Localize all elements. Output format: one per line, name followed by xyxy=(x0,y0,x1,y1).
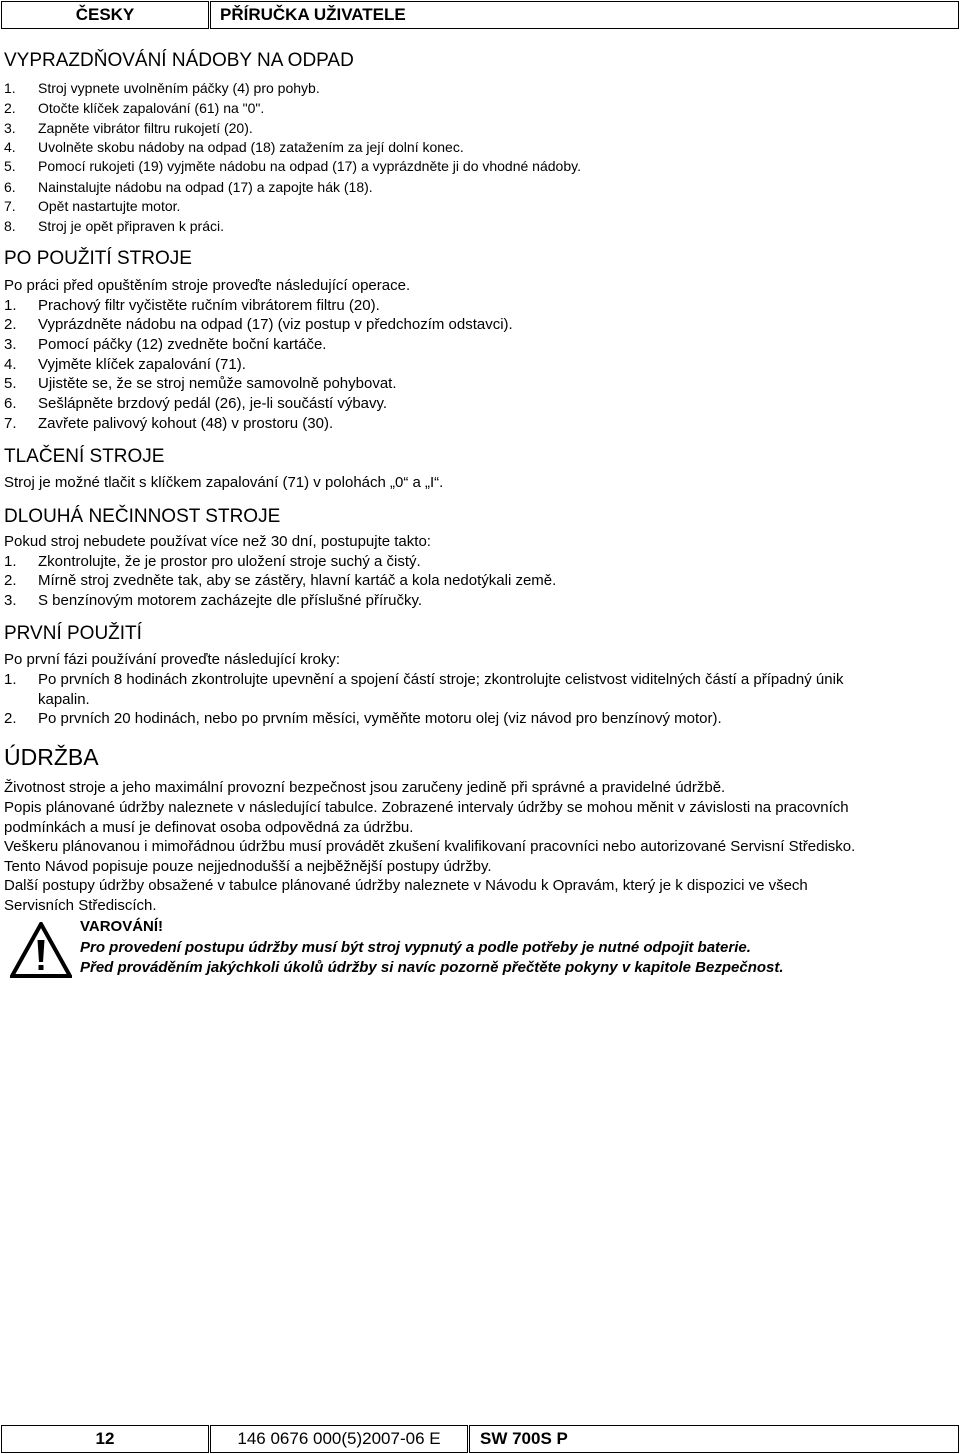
step-text: Prachový filtr vyčistěte ručním vibrátorem filtru (20). xyxy=(38,297,380,314)
step-number: 6. xyxy=(4,179,16,195)
step-number: 2. xyxy=(4,100,16,116)
step-text: Uvolněte skobu nádoby na odpad (18) zatažením za její dolní konec. xyxy=(38,139,464,155)
heading-pushing: TLAČENÍ STROJE xyxy=(4,446,165,467)
step-text: Zavřete palivový kohout (48) v prostoru (30). xyxy=(38,415,334,432)
step-text: Stroj je opět připraven k práci. xyxy=(38,218,224,234)
step-text: Zapněte vibrátor filtru rukojetí (20). xyxy=(38,120,253,136)
step-number: 2. xyxy=(4,572,17,589)
maintenance-line: Veškeru plánovanou i mimořádnou údržbu musí provádět zkušení kvalifikovaní pracovníci nebo autorizované Servisní Středisko. xyxy=(4,838,856,855)
step-text: Otočte klíček zapalování (61) na "0". xyxy=(38,100,265,116)
maintenance-line: podmínkách a musí je definovat osoba odpovědná za údržbu. xyxy=(4,819,414,836)
step-number: 8. xyxy=(4,218,16,234)
heading-first-use: PRVNÍ POUŽITÍ xyxy=(4,623,142,644)
step-text: Po prvních 8 hodinách zkontrolujte upevnění a spojení částí stroje; zkontrolujte celistvost viditelných částí a případný únik xyxy=(38,671,844,688)
header-title: PŘÍRUČKA UŽIVATELE xyxy=(210,1,959,29)
maintenance-line: Životnost stroje a jeho maximální provozní bezpečnost jsou zaručeny jedině při správné a pravidelné údržbě. xyxy=(4,779,726,796)
step-number: 6. xyxy=(4,395,17,412)
step-text: Sešlápněte brzdový pedál (26), je-li součástí výbavy. xyxy=(38,395,388,412)
step-text: Po prvních 20 hodinách, nebo po prvním měsíci, vyměňte motoru olej (viz návod pro benzínový motor). xyxy=(38,710,722,727)
step-number: 5. xyxy=(4,375,17,392)
step-number: 1. xyxy=(4,80,16,96)
step-text: Vyjměte klíček zapalování (71). xyxy=(38,356,246,373)
pushing-text: Stroj je možné tlačit s klíčkem zapalování (71) v polohách „0“ a „I“. xyxy=(4,474,444,491)
warning-triangle-icon xyxy=(10,922,72,978)
after-use-intro: Po práci před opuštěním stroje proveďte následující operace. xyxy=(4,277,411,294)
heading-emptying: VYPRAZDŇOVÁNÍ NÁDOBY NA ODPAD xyxy=(4,50,354,71)
step-text: Vyprázdněte nádobu na odpad (17) (viz postup v předchozím odstavci). xyxy=(38,316,513,333)
maintenance-line: Další postupy údržby obsažené v tabulce plánované údržby naleznete v Návodu k Opravám, který je k dispozici ve všech xyxy=(4,877,808,894)
step-text: Opět nastartujte motor. xyxy=(38,198,181,214)
step-text: S benzínovým motorem zacházejte dle příslušné příručky. xyxy=(38,592,423,609)
step-number: 3. xyxy=(4,592,17,609)
step-number: 7. xyxy=(4,198,16,214)
heading-inactivity: DLOUHÁ NEČINNOST STROJE xyxy=(4,506,281,527)
step-number: 5. xyxy=(4,158,16,174)
maintenance-line: Popis plánované údržby naleznete v následující tabulce. Zobrazené intervaly údržby se mohou měnit v závislosti na pracovních xyxy=(4,799,849,816)
step-text: Nainstalujte nádobu na odpad (17) a zapojte hák (18). xyxy=(38,179,373,195)
first-use-intro: Po první fázi používání proveďte následující kroky: xyxy=(4,651,341,668)
footer-document-code: 146 0676 000(5)2007-06 E xyxy=(210,1425,468,1453)
step-text: Pomocí páčky (12) zvedněte boční kartáče. xyxy=(38,336,327,353)
step-text: Zkontrolujte, že je prostor pro uložení stroje suchý a čistý. xyxy=(38,553,421,570)
heading-maintenance: ÚDRŽBA xyxy=(4,744,99,770)
step-text: Pomocí rukojeti (19) vyjměte nádobu na odpad (17) a vyprázdněte ji do vhodné nádoby. xyxy=(38,158,581,174)
warning-text: Pro provedení postupu údržby musí být stroj vypnutý a podle potřeby je nutné odpojit baterie. xyxy=(80,939,751,956)
step-number: 1. xyxy=(4,553,17,570)
step-number: 4. xyxy=(4,356,17,373)
step-number: 3. xyxy=(4,120,16,136)
step-number: 1. xyxy=(4,297,17,314)
maintenance-line: Servisních Střediscích. xyxy=(4,897,157,914)
step-number: 2. xyxy=(4,710,17,727)
step-number: 3. xyxy=(4,336,17,353)
step-text: Stroj vypnete uvolněním páčky (4) pro pohyb. xyxy=(38,80,320,96)
step-number: 2. xyxy=(4,316,17,333)
step-text: Ujistěte se, že se stroj nemůže samovolně pohybovat. xyxy=(38,375,397,392)
warning-text: Před prováděním jakýchkoli úkolů údržby si navíc pozorně přečtěte pokyny v kapitole Bezpečnost. xyxy=(80,959,784,976)
maintenance-line: Tento Návod popisuje pouze nejjednodušší a nejběžnější postupy údržby. xyxy=(4,858,492,875)
warning-title: VAROVÁNÍ! xyxy=(80,918,164,935)
inactivity-intro: Pokud stroj nebudete používat více než 30 dní, postupujte takto: xyxy=(4,533,431,550)
step-number: 4. xyxy=(4,139,16,155)
heading-after-use: PO POUŽITÍ STROJE xyxy=(4,248,192,269)
footer-model: SW 700S P xyxy=(469,1425,959,1453)
header-language: ČESKY xyxy=(1,1,209,29)
step-text-continued: kapalin. xyxy=(38,691,90,708)
step-text: Mírně stroj zvedněte tak, aby se zástěry, hlavní kartáč a kola nedotýkali země. xyxy=(38,572,557,589)
footer-page-number: 12 xyxy=(1,1425,209,1453)
step-number: 1. xyxy=(4,671,17,688)
step-number: 7. xyxy=(4,415,17,432)
